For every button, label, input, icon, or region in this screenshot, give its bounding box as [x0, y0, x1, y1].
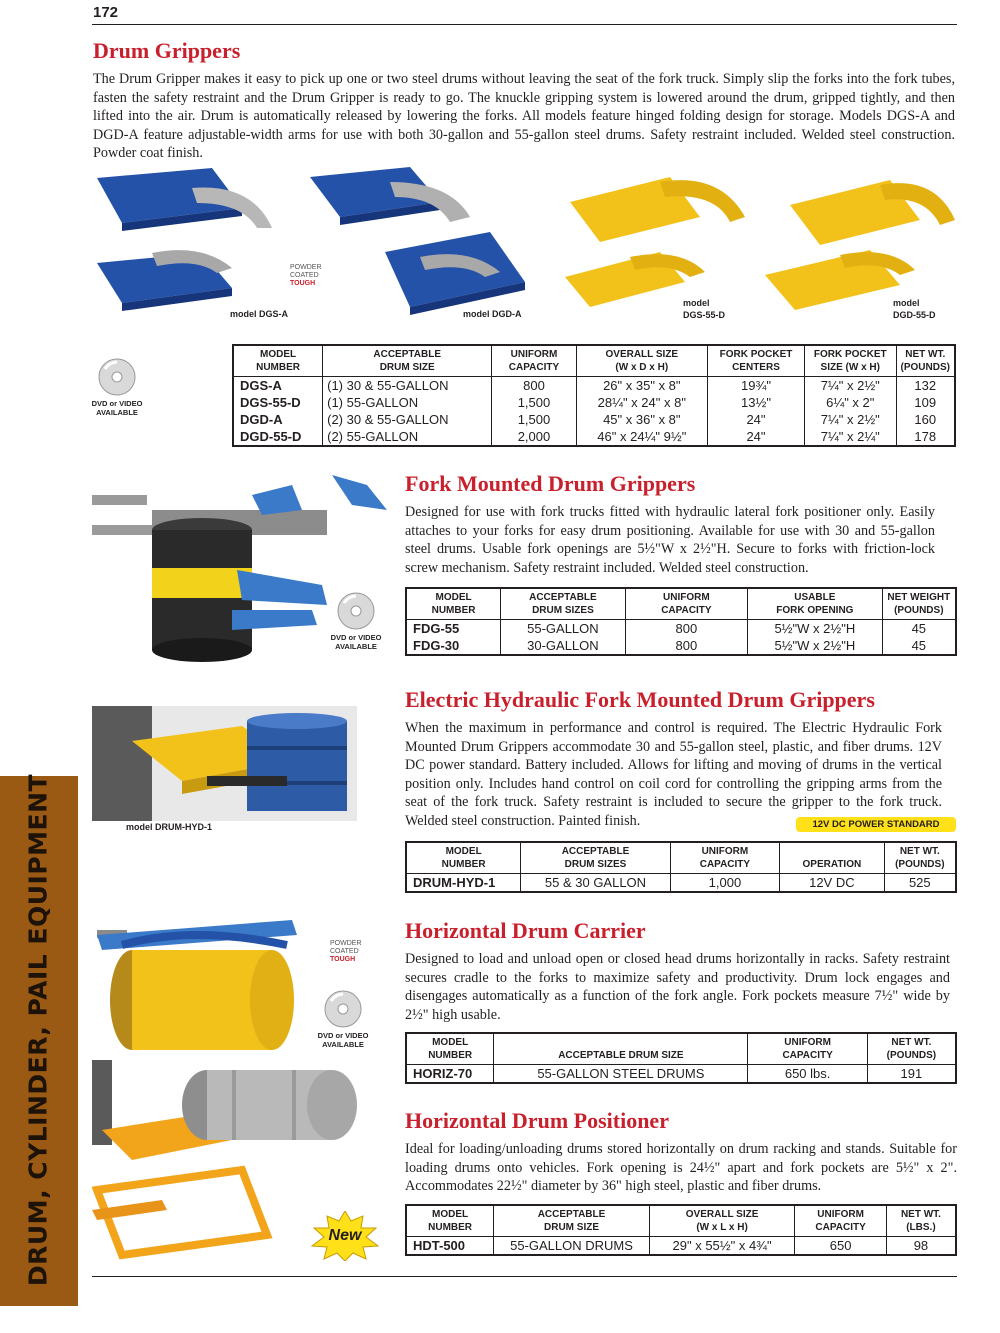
header-capacity: UNIFORM CAPACITY: [795, 1205, 887, 1237]
cell-model: FDG-55: [413, 621, 460, 636]
table-header-row: [406, 1033, 956, 1065]
section-body-horizontal-positioner: Ideal for loading/unloading drums stored horizontally on drum racking and stands. Suitable for loading drums onto vehicles. Fork opening is 24½" apart and fork pockets are 5½" x 2". Accommodates 22½" diameter by 36" high steel, plastic and fiber drums.: [405, 1141, 957, 1195]
header-drum-size: ACCEPTABLE DRUM SIZE: [494, 1033, 748, 1065]
sidebar-label: DRUM, CYLINDER, PAIL EQUIPMENT: [23, 773, 53, 1287]
caption-drum-hyd-1: model DRUM-HYD-1: [126, 822, 213, 832]
header-net-wt: NET WT. (LBS.): [886, 1205, 956, 1237]
cell-drum-size: 55-GALLON DRUMS: [494, 1237, 650, 1256]
cell-model: FDG-30: [413, 638, 460, 653]
dvd-icon: [97, 357, 137, 397]
cell-capacity: 650: [795, 1237, 887, 1256]
header-capacity: UNIFORM CAPACITY: [492, 345, 576, 377]
cell-fork-opening: 5½"W x 2½"H: [748, 637, 883, 655]
cell-drum-size: 55-GALLON STEEL DRUMS: [494, 1065, 748, 1084]
section-title-fork-mounted: Fork Mounted Drum Grippers: [405, 471, 696, 496]
header-pocket-size: FORK POCKET SIZE (W x H): [805, 345, 896, 377]
cell-net-wt: 98: [886, 1237, 956, 1256]
table-header-row: [406, 588, 956, 620]
powder-coated-line-3: TOUGH: [330, 956, 356, 963]
table-header-row: [406, 1205, 956, 1237]
table-header-row: [406, 842, 956, 874]
header-overall-size: OVERALL SIZE (W x D x H): [576, 345, 707, 377]
dvd-label: [326, 633, 386, 651]
header-overall-size: OVERALL SIZE (W x L x H): [649, 1205, 794, 1237]
cell-capacity: 800: [492, 377, 576, 395]
header-model: MODEL NUMBER: [406, 1033, 494, 1065]
dvd-label-line-2: AVAILABLE: [96, 408, 138, 417]
cell-model: HORIZ-70: [413, 1066, 473, 1081]
cell-drum-size: (1) 30 & 55-GALLON: [323, 377, 492, 395]
table-row: [406, 874, 956, 893]
product-image-dgs-a: [92, 168, 282, 318]
dvd-label-line-2: AVAILABLE: [335, 642, 377, 651]
cell-pocket-size: 7¼" x 2½": [805, 377, 896, 395]
powder-coated-line-1: POWDER: [330, 940, 362, 947]
header-fork-opening: USABLE FORK OPENING: [748, 588, 883, 620]
cell-drum-sizes: 55-GALLON: [501, 620, 626, 638]
dvd-label: [87, 399, 147, 417]
cell-pocket-centers: 24": [707, 411, 804, 428]
dvd-label-line-1: DVD or VIDEO: [91, 399, 143, 408]
header-model: MODEL NUMBER: [406, 588, 501, 620]
table-row: [233, 394, 955, 411]
powder-coated-logo: [330, 940, 380, 964]
cell-drum-size: (1) 55-GALLON: [323, 394, 492, 411]
table-row: [233, 377, 955, 395]
spec-table-electric-hydraulic: [405, 841, 957, 893]
dvd-label: [313, 1031, 373, 1049]
cell-drum-size: (2) 55-GALLON: [323, 428, 492, 446]
section-body-horizontal-carrier: Designed to load and unload open or closed head drums horizontally in racks. Safety restraint secures cradle to the forks to maximize safety and productivity. Drum lock engages and disengages automatically as a function of the fork angle. Fork pockets measure 7½" wide by 2½" high usable.: [405, 951, 950, 1023]
cell-capacity: 800: [625, 620, 747, 638]
cell-model: DGD-A: [240, 412, 283, 427]
spec-table-horizontal-positioner: [405, 1204, 957, 1256]
table-row: [406, 1065, 956, 1084]
cell-drum-sizes: 55 & 30 GALLON: [521, 874, 671, 893]
header-drum-size: ACCEPTABLE DRUM SIZE: [494, 1205, 650, 1237]
caption-dgd-55-d: DGD-55-D: [893, 310, 936, 320]
cell-capacity: 1,500: [492, 411, 576, 428]
header-model: MODEL NUMBER: [406, 1205, 494, 1237]
section-title-horizontal-positioner: Horizontal Drum Positioner: [405, 1108, 669, 1133]
spec-table-horizontal-carrier: [405, 1032, 957, 1084]
cell-pocket-centers: 19¾": [707, 377, 804, 395]
section-body-fork-mounted: Designed for use with fork trucks fitted with hydraulic lateral fork positioner only. Easily attaches to your forks for easy drum positioning. Available for use with 30 and 55-gallon steel drums. Usable fork openings are 5½"W x 2½"H. Secure to forks with friction-lock screw mechanism. Safety restraint included. Welded steel construction.: [405, 504, 935, 576]
cell-net-wt: 109: [896, 394, 955, 411]
cell-model: DGD-55-D: [240, 429, 302, 444]
cell-capacity: 2,000: [492, 428, 576, 446]
header-operation: OPERATION: [780, 842, 885, 874]
section-body-drum-grippers: The Drum Gripper makes it easy to pick up one or two steel drums without leaving the seat of the fork truck. Simply slip the forks into the fork tubes, fasten the safety restraint and the Drum Gripper is ready to go. The knuckle gripping system is lowered around the drum, gripped tightly, and then lifted into the air. Drum is automatically released by lowering the forks. All models feature hinged folding design for storage. Models DGS-A and DGD-A feature adjustable-width arms for use with both 30-gallon and 55-gallon steel drums. Safety restraint included. Welded steel construction. Powder coat finish.: [93, 71, 955, 162]
caption-dgs-a: model DGS-A: [230, 309, 289, 319]
section-title-electric-hydraulic: Electric Hydraulic Fork Mounted Drum Grippers: [405, 687, 875, 712]
header-net-wt: NET WT. (POUNDS): [867, 1033, 956, 1065]
product-image-dgd-a: [300, 162, 540, 322]
powder-coated-line-1: POWDER: [290, 264, 322, 271]
product-image-dgd-55-d: [760, 165, 960, 315]
header-rule: [92, 24, 957, 25]
cell-drum-sizes: 30-GALLON: [501, 637, 626, 655]
power-standard-badge: 12V DC POWER STANDARD: [796, 817, 956, 832]
cell-fork-opening: 5½"W x 2½"H: [748, 620, 883, 638]
cell-overall-size: 45" x 36" x 8": [576, 411, 707, 428]
cell-net-wt: 525: [884, 874, 956, 893]
cell-capacity: 1,000: [670, 874, 779, 893]
cell-model: HDT-500: [413, 1238, 466, 1253]
table-row: [406, 637, 956, 655]
cell-operation: 12V DC: [780, 874, 885, 893]
cell-net-weight: 45: [882, 637, 956, 655]
product-image-horiz-70: [92, 915, 312, 1055]
cell-net-wt: 160: [896, 411, 955, 428]
table-row: [233, 428, 955, 446]
cell-model: DRUM-HYD-1: [413, 875, 496, 890]
cell-pocket-size: 7¼" x 2½": [805, 411, 896, 428]
header-net-wt: NET WT. (POUNDS): [896, 345, 955, 377]
cell-capacity: 1,500: [492, 394, 576, 411]
caption-dgd-a: model DGD-A: [463, 309, 522, 319]
header-net-wt: NET WT. (POUNDS): [884, 842, 956, 874]
dvd-label-line-2: AVAILABLE: [322, 1040, 364, 1049]
header-net-weight: NET WEIGHT (POUNDS): [882, 588, 956, 620]
cell-net-wt: 132: [896, 377, 955, 395]
header-model: MODEL NUMBER: [406, 842, 521, 874]
page-number: 172: [93, 4, 119, 21]
powder-coated-line-2: COATED: [330, 948, 359, 955]
cell-pocket-centers: 24": [707, 428, 804, 446]
product-image-dgs-55-d: [560, 162, 750, 312]
header-capacity: UNIFORM CAPACITY: [625, 588, 747, 620]
spec-table-fork-mounted: [405, 587, 957, 656]
product-image-drum-hyd-1: [92, 706, 357, 821]
section-body-electric-hydraulic: When the maximum in performance and control is required. The Electric Hydraulic Fork Mounted Drum Grippers accommodate 30 and 55-gallon steel, plastic, and fiber drums. 12V DC power standard. Battery included. Allows for lifting and moving of drums in the vertical position only. Includes hand control on coil cord for controlling the gripping arms from the seat of the fork truck. Safety restraint is included to secure the gripper to the fork truck. Welded steel construction. Painted finish.: [405, 720, 942, 829]
header-capacity: UNIFORM CAPACITY: [748, 1033, 867, 1065]
caption-dgd-55-d-label: model: [893, 298, 920, 308]
new-badge-label: New: [328, 1227, 362, 1244]
section-title-horizontal-carrier: Horizontal Drum Carrier: [405, 918, 646, 943]
dvd-label-line-1: DVD or VIDEO: [330, 633, 382, 642]
cell-pocket-size: 6¼" x 2": [805, 394, 896, 411]
cell-drum-size: (2) 30 & 55-GALLON: [323, 411, 492, 428]
cell-overall-size: 26" x 35" x 8": [576, 377, 707, 395]
header-drum-size: ACCEPTABLE DRUM SIZE: [323, 345, 492, 377]
header-capacity: UNIFORM CAPACITY: [670, 842, 779, 874]
cell-model: DGS-A: [240, 378, 282, 393]
cell-overall-size: 46" x 24¼" 9½": [576, 428, 707, 446]
dvd-icon: [323, 989, 363, 1029]
header-drum-sizes: ACCEPTABLE DRUM SIZES: [521, 842, 671, 874]
cell-capacity: 800: [625, 637, 747, 655]
header-drum-sizes: ACCEPTABLE DRUM SIZES: [501, 588, 626, 620]
caption-dgs-55-d-label: model: [683, 298, 710, 308]
table-row: [406, 1237, 956, 1256]
table-row: [233, 411, 955, 428]
section-title-drum-grippers: Drum Grippers: [93, 38, 241, 63]
footer-rule: [92, 1276, 957, 1277]
spec-table-drum-grippers: [232, 344, 956, 447]
dvd-icon: [336, 591, 376, 631]
cell-net-wt: 178: [896, 428, 955, 446]
cell-overall-size: 28¼" x 24" x 8": [576, 394, 707, 411]
table-row: [406, 620, 956, 638]
dvd-label-line-1: DVD or VIDEO: [317, 1031, 369, 1040]
cell-pocket-centers: 13½": [707, 394, 804, 411]
cell-capacity: 650 lbs.: [748, 1065, 867, 1084]
cell-net-wt: 191: [867, 1065, 956, 1084]
header-model: MODEL NUMBER: [233, 345, 323, 377]
header-pocket-centers: FORK POCKET CENTERS: [707, 345, 804, 377]
caption-dgs-55-d: DGS-55-D: [683, 310, 726, 320]
powder-coated-line-3: TOUGH: [290, 280, 316, 287]
table-header-row: [233, 345, 955, 377]
cell-net-weight: 45: [882, 620, 956, 638]
cell-model: DGS-55-D: [240, 395, 301, 410]
cell-overall-size: 29" x 55½" x 4¾": [649, 1237, 794, 1256]
powder-coated-line-2: COATED: [290, 272, 319, 279]
cell-pocket-size: 7¼" x 2¼": [805, 428, 896, 446]
